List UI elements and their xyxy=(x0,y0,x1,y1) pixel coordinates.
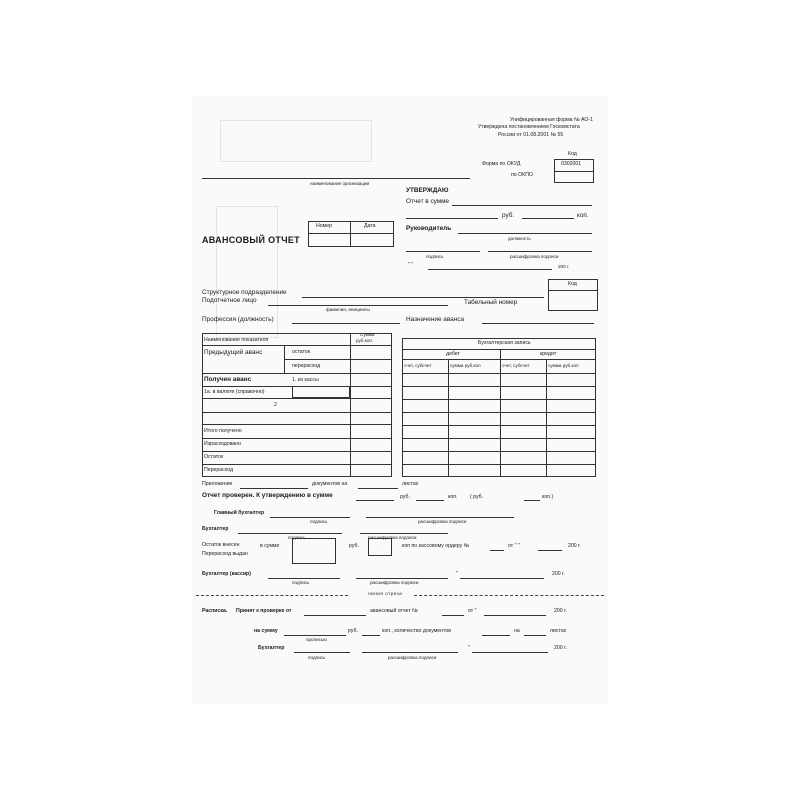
receipt-report-no-field[interactable] xyxy=(442,615,464,616)
person-field[interactable] xyxy=(268,305,448,306)
form-sheet xyxy=(192,96,608,704)
head-decode-field[interactable] xyxy=(488,251,592,252)
head-label: Руководитель xyxy=(406,225,452,232)
chief-acc-label: Главный бухгалтер xyxy=(214,510,265,516)
rest-rub: руб. xyxy=(349,543,359,549)
approve-year: 200 г. xyxy=(558,264,570,269)
from-cash-label: 1. из кассы xyxy=(292,377,319,383)
fio-caption: фамилия, инициалы xyxy=(326,307,370,312)
receipt-accountant: Бухгалтер xyxy=(258,645,285,651)
form-header-line: Утверждена постановлением Госкомстата xyxy=(478,124,580,130)
cash-order-year: 200 г. xyxy=(568,543,581,549)
tear-line xyxy=(196,595,348,596)
receipt-sheets: листах xyxy=(550,628,567,634)
receipt-year-2: 200 г. xyxy=(554,645,567,651)
profession-label: Профессия (должность) xyxy=(202,316,274,323)
receipt-date-quote: " xyxy=(468,645,470,651)
cashier-date-field[interactable] xyxy=(460,578,544,579)
number-label: Номер xyxy=(316,223,332,229)
debit-label: дебет xyxy=(446,351,460,357)
organization-caption: наименование организации xyxy=(310,181,370,186)
division-field[interactable] xyxy=(302,297,544,298)
approve-rub-field[interactable] xyxy=(406,218,498,219)
receipt-accepted: Принят к проверке от xyxy=(236,608,292,614)
receipt-title: Расписка. xyxy=(202,608,228,614)
attach-count-field[interactable] xyxy=(240,488,308,489)
col-name-header: Наименование показателя xyxy=(204,337,269,343)
col-sum-header-units: руб.коп. xyxy=(356,338,374,343)
profession-field[interactable] xyxy=(292,323,400,324)
person-label: Подотчетное лицо xyxy=(202,297,257,304)
approve-sum-label: Отчет в сумме xyxy=(406,198,450,205)
cash-order-date-field[interactable] xyxy=(538,550,562,551)
receipt-kop-field[interactable] xyxy=(362,635,380,636)
post-caption: должность xyxy=(508,236,531,241)
approve-date-field[interactable] xyxy=(428,269,552,270)
checked-kop: коп. xyxy=(448,494,458,500)
tear-line xyxy=(414,595,604,596)
balance-label: остаток xyxy=(292,349,311,355)
purpose-field[interactable] xyxy=(482,323,594,324)
approve-sum-field[interactable] xyxy=(452,205,592,206)
prev-advance-label: Предыдущий аванс xyxy=(204,349,263,356)
receipt-decode-field[interactable] xyxy=(362,652,458,653)
date-label: Дата xyxy=(364,223,376,229)
purpose-label: Назначение аванса xyxy=(406,316,464,323)
code-label: Код xyxy=(568,151,577,157)
account-header: счет, субсчет xyxy=(404,363,432,368)
rest-kop-box[interactable] xyxy=(368,538,392,556)
cash-order-label: коп по кассовому ордеру № xyxy=(402,543,470,549)
decode-caption: расшифровка подписи xyxy=(418,519,467,524)
attach-sheets-field[interactable] xyxy=(358,488,398,489)
cashier-sign-field[interactable] xyxy=(268,578,340,579)
rest-deposited-label: Остаток внесен xyxy=(202,542,240,548)
amount-header: сумма руб.коп xyxy=(450,363,481,368)
organization-field[interactable] xyxy=(202,178,470,179)
cash-order-field[interactable] xyxy=(490,550,504,551)
receipt-sum-field[interactable] xyxy=(284,635,346,636)
form-header-line: России от 01.08.2001 № 55 xyxy=(498,132,564,138)
sign-caption: подпись xyxy=(288,535,306,540)
sign-caption: подпись xyxy=(308,655,326,660)
approve-date-quote: " " xyxy=(408,262,414,268)
cash-order-from: от " " xyxy=(508,543,520,549)
checked-label: Отчет проверен. К утверждению в сумме xyxy=(202,492,333,499)
overspend-paid-label: Перерасход выдан xyxy=(202,551,248,557)
receipt-on: на xyxy=(514,628,520,634)
in-sum-label: в сумме xyxy=(260,543,280,549)
form-header-line: Унифицированная форма № АО-1 xyxy=(510,117,594,123)
decode-caption: расшифровка подписи xyxy=(368,535,417,540)
receipt-docs-field[interactable] xyxy=(482,635,510,636)
receipt-kop-count: коп., количество документов xyxy=(382,628,452,634)
approve-title: УТВЕРЖДАЮ xyxy=(406,187,449,194)
receipt-date-field[interactable] xyxy=(484,615,546,616)
receipt-words-caption: прописью xyxy=(306,637,327,642)
amount-header-2: сумма руб.коп xyxy=(548,363,579,368)
checked-paren-kop: коп.) xyxy=(542,494,554,500)
receipt-date-field-2[interactable] xyxy=(472,652,548,653)
code-label-2: Код xyxy=(568,281,577,287)
decode-caption: расшифровка подписи xyxy=(388,655,437,660)
checked-kop-field[interactable] xyxy=(416,500,444,501)
receipt-rub: руб. xyxy=(348,628,358,634)
head-post-field[interactable] xyxy=(458,233,592,234)
sign-caption: подпись xyxy=(310,519,328,524)
currency-box[interactable] xyxy=(292,386,350,398)
docs-on-label: документов на xyxy=(312,481,348,487)
chief-decode-field[interactable] xyxy=(366,517,514,518)
decode-caption: расшифровка подписи xyxy=(510,254,559,259)
tear-line-label: линия отреза xyxy=(368,591,403,596)
receipt-sheets-field[interactable] xyxy=(524,635,546,636)
receipt-report-no: авансовый отчет № xyxy=(370,608,418,614)
account-header-2: счет, субсчет xyxy=(502,363,530,368)
received-label: Получен аванс xyxy=(204,376,252,383)
overrun-label: Перерасход xyxy=(204,467,234,473)
cashier-decode-field[interactable] xyxy=(356,578,448,579)
chief-sign-field[interactable] xyxy=(270,517,350,518)
checked-rub: руб. xyxy=(400,494,410,500)
spent-label: Израсходовано xyxy=(204,441,242,447)
report-title: АВАНСОВЫЙ ОТЧЕТ xyxy=(202,235,300,245)
receipt-sign-field[interactable] xyxy=(294,652,350,653)
cashier-year: 200 г. xyxy=(552,571,565,577)
currency-label: 1а. в валюте (справочно) xyxy=(204,389,265,395)
rest-label: Остаток xyxy=(204,454,224,460)
col-sum-header: Сумма xyxy=(360,332,375,337)
kop-label: коп. xyxy=(577,212,589,219)
accountant-decode-field[interactable] xyxy=(360,533,448,534)
sign-caption: подпись xyxy=(292,580,310,585)
total-received-label: Итого получено xyxy=(204,428,242,434)
sheets-label: листах xyxy=(402,481,419,487)
receipt-accepted-field[interactable] xyxy=(304,615,366,616)
sign-caption: подпись xyxy=(426,254,444,259)
head-sign-field[interactable] xyxy=(406,251,480,252)
attach-label: Приложение xyxy=(202,481,233,487)
accountant-label: Бухгалтер xyxy=(202,526,229,532)
checked-paren-rub: ( руб. xyxy=(470,494,484,500)
receipt-on-sum: на сумму xyxy=(254,628,278,634)
decode-caption: расшифровка подписи xyxy=(370,580,419,585)
receipt-from: от " xyxy=(468,608,477,614)
accounting-title: Бухгалтерская запись xyxy=(478,340,531,346)
accountant-sign-field[interactable] xyxy=(238,533,342,534)
tabnum-code-box xyxy=(548,279,598,311)
rest-sum-box[interactable] xyxy=(292,538,336,564)
overspend-label: перерасход xyxy=(292,363,321,369)
okud-value: 0302001 xyxy=(561,161,582,167)
okud-label: Форма по ОКУД xyxy=(482,161,521,167)
row-2-label: 2 xyxy=(274,402,277,408)
okpo-label: по ОКПО xyxy=(511,172,533,178)
checked-sum-field[interactable] xyxy=(356,500,394,501)
rub-label: руб. xyxy=(502,212,515,219)
cashier-date-quote: " xyxy=(456,571,458,577)
cashier-label: Бухгалтер (кассир) xyxy=(202,571,251,577)
show-through-mark xyxy=(220,120,372,162)
checked-paren-kop-field[interactable] xyxy=(524,500,540,501)
credit-label: кредит xyxy=(540,351,557,357)
tabnum-label: Табельный номер xyxy=(464,299,518,306)
receipt-year: 200 г. xyxy=(554,608,567,614)
approve-kop-field[interactable] xyxy=(522,218,574,219)
division-label: Структурное подразделение xyxy=(202,289,287,296)
